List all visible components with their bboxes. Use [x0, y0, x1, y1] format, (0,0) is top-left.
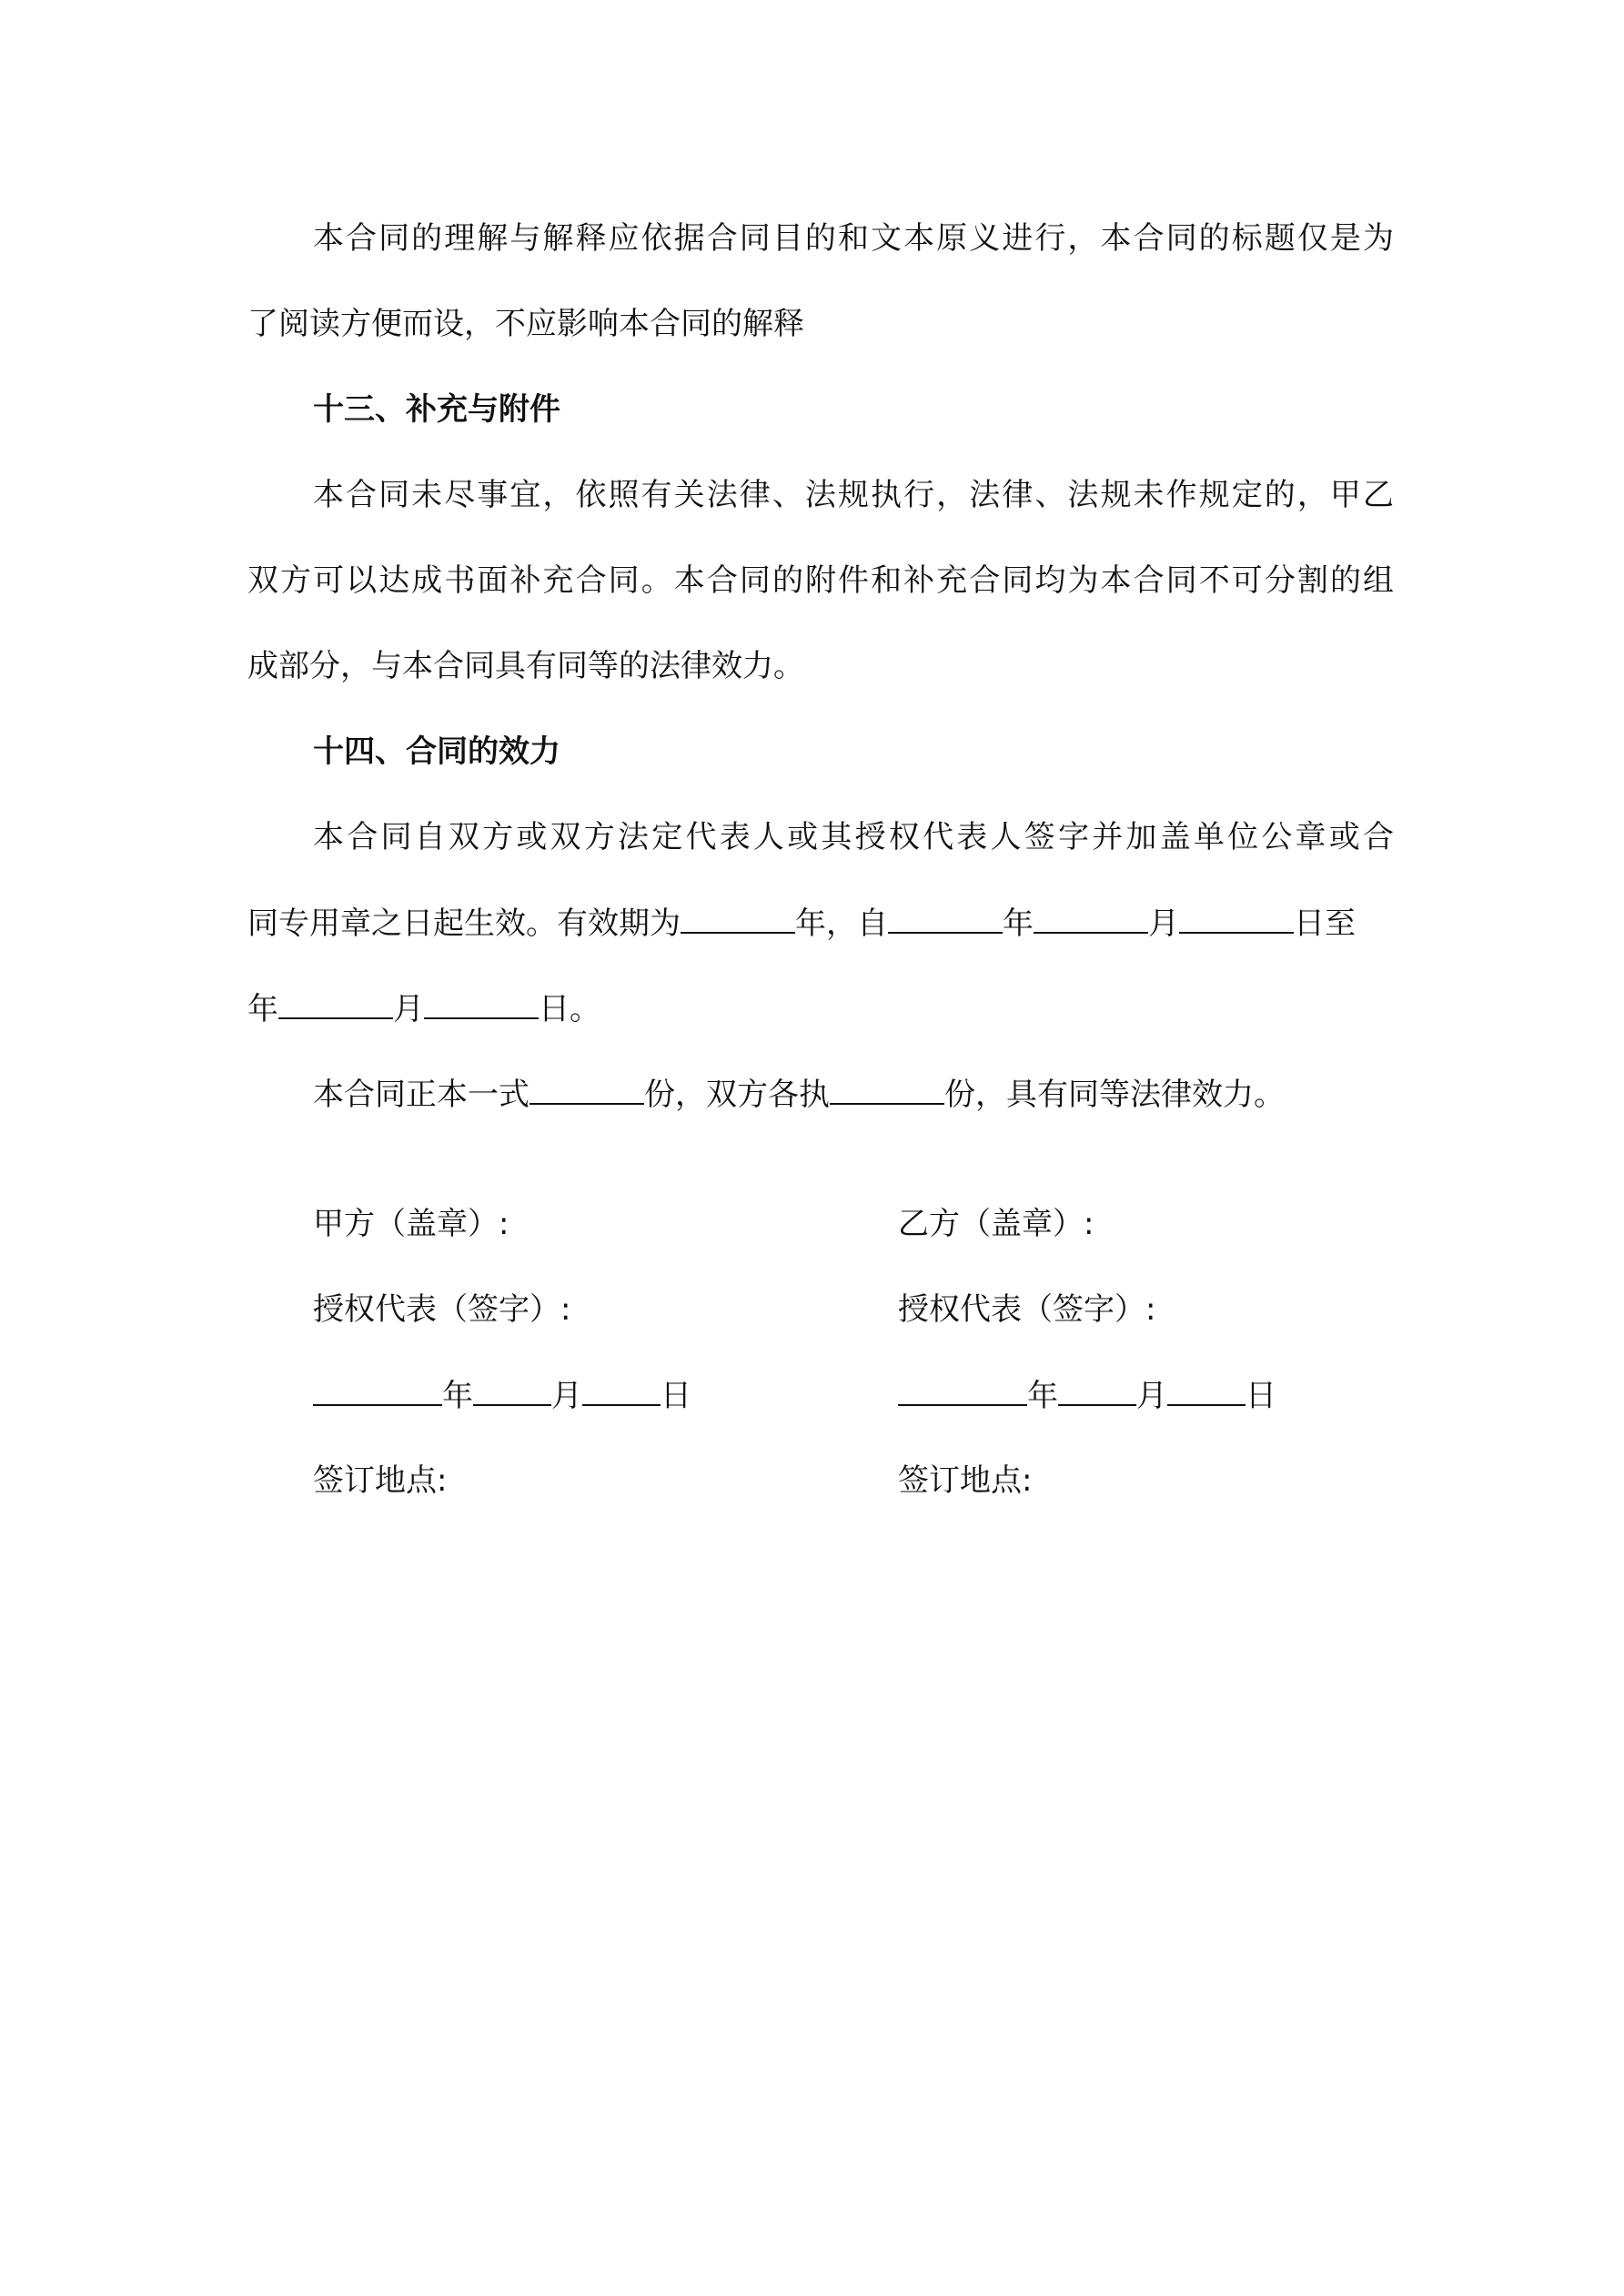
- validity-text-a: 同专用章之日起生效。有效期为: [247, 905, 681, 942]
- party-a-year-label: 年: [442, 1378, 473, 1414]
- paragraph-interpretation-line-2: 了阅读方便而设，不应影响本合同的解释: [247, 306, 804, 342]
- section-heading-13: 十三、补充与附件: [313, 391, 560, 428]
- validity-end-month-label: 月: [393, 991, 424, 1027]
- party-b-year-label: 年: [1027, 1378, 1058, 1414]
- validity-end-day-label: 日。: [539, 991, 600, 1027]
- paragraph-validity-line-2: [247, 905, 1394, 942]
- copies-text-c: 份，具有同等法律效力。: [944, 1077, 1285, 1113]
- party-a-rep-label: 授权代表（签字）:: [313, 1291, 571, 1328]
- party-a-blank-year[interactable]: [313, 1377, 442, 1406]
- party-a-seal-label: 甲方（盖章）:: [313, 1206, 509, 1242]
- party-a-blank-day[interactable]: [582, 1377, 661, 1406]
- party-b-date: [898, 1377, 1276, 1414]
- party-b-blank-day[interactable]: [1167, 1377, 1246, 1406]
- blank-end-day[interactable]: [424, 990, 539, 1019]
- party-b-seal-label: 乙方（盖章）:: [898, 1206, 1094, 1242]
- copies-text-a: 本合同正本一式: [313, 1077, 530, 1113]
- paragraph-validity-line-1: 本合同自双方或双方法定代表人或其授权代表人签字并加盖单位公章或合: [313, 819, 1394, 855]
- paragraph-validity-line-3: [247, 990, 1394, 1027]
- validity-text-b: 年，自: [795, 905, 888, 942]
- blank-start-day[interactable]: [1179, 905, 1294, 934]
- party-b-day-label: 日: [1246, 1378, 1276, 1414]
- validity-text-d: 月: [1148, 905, 1179, 942]
- blank-term-years[interactable]: [681, 905, 795, 934]
- section-heading-14: 十四、合同的效力: [313, 733, 560, 770]
- blank-start-month[interactable]: [1034, 905, 1148, 934]
- blank-total-copies[interactable]: [530, 1076, 644, 1105]
- party-a-date: [313, 1377, 691, 1414]
- paragraph-interpretation-line-1: 本合同的理解与解释应依据合同目的和文本原义进行，本合同的标题仅是为: [313, 220, 1394, 257]
- paragraph-copies: [313, 1076, 1459, 1113]
- validity-text-c: 年: [1003, 905, 1034, 942]
- copies-text-b: 份，双方各执: [644, 1077, 830, 1113]
- party-b-blank-month[interactable]: [1058, 1377, 1136, 1406]
- validity-text-e: 日至: [1294, 905, 1356, 942]
- blank-start-year[interactable]: [888, 905, 1003, 934]
- blank-end-month[interactable]: [278, 990, 393, 1019]
- party-a-month-label: 月: [551, 1378, 582, 1414]
- party-b-place-label: 签订地点:: [898, 1462, 1033, 1499]
- validity-end-year-label: 年: [247, 991, 278, 1027]
- party-a-day-label: 日: [661, 1378, 691, 1414]
- paragraph-supplement-line-2: 双方可以达成书面补充合同。本合同的附件和补充合同均为本合同不可分割的组: [247, 562, 1394, 599]
- party-b-blank-year[interactable]: [898, 1377, 1027, 1406]
- party-a-blank-month[interactable]: [473, 1377, 551, 1406]
- paragraph-supplement-line-3: 成部分，与本合同具有同等的法律效力。: [247, 648, 804, 684]
- party-b-month-label: 月: [1136, 1378, 1167, 1414]
- party-a-place-label: 签订地点:: [313, 1462, 448, 1499]
- paragraph-supplement-line-1: 本合同未尽事宜，依照有关法律、法规执行，法律、法规未作规定的，甲乙: [313, 477, 1394, 513]
- party-b-rep-label: 授权代表（签字）:: [898, 1291, 1156, 1328]
- blank-copies-each[interactable]: [830, 1076, 944, 1105]
